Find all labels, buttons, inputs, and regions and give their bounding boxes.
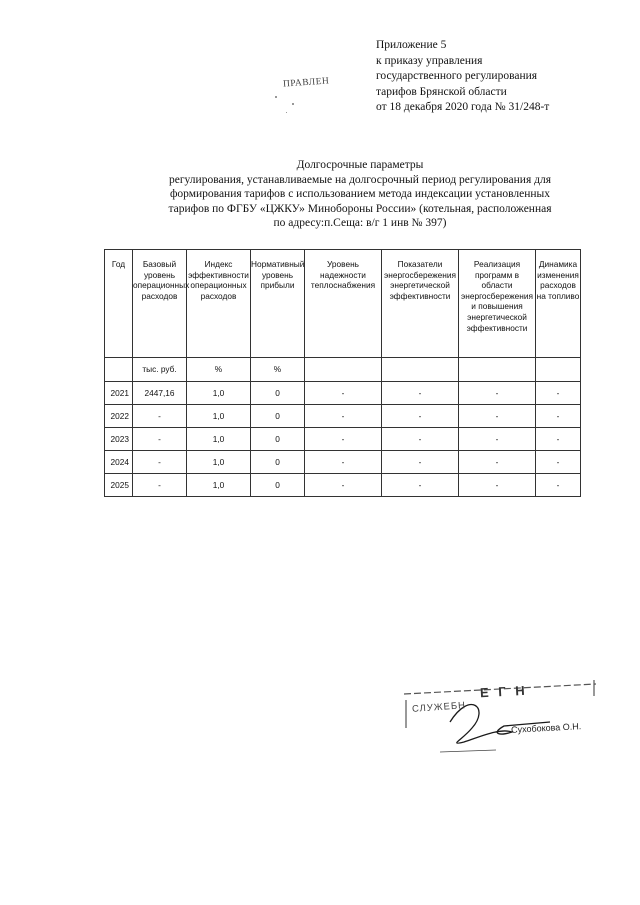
- table-row: [105, 405, 581, 428]
- faint-stamp-text: ПРАВЛЕН: [282, 76, 330, 90]
- table-row: [105, 451, 581, 474]
- table-cell: 2447,16: [133, 382, 187, 405]
- table-cell: -: [305, 474, 382, 497]
- title-line: формирования тарифов с использованием метода индексации установленных: [169, 188, 551, 200]
- table-cell: -: [382, 405, 459, 428]
- col-header-energy-saving: Показатели энергосбережения энергетической эффективности: [382, 250, 459, 358]
- table-row: [105, 382, 581, 405]
- title-line: регулирования, устанавливаемые на долгосрочный период регулирования для: [168, 173, 551, 186]
- table-cell: -: [133, 474, 187, 497]
- table-cell: 0: [251, 474, 305, 497]
- table-cell: -: [305, 382, 382, 405]
- year-cell: 2025: [105, 474, 133, 497]
- units-row: [105, 358, 581, 382]
- unit-cell: [305, 358, 382, 382]
- table-row: [105, 474, 581, 497]
- table-cell: -: [536, 382, 581, 405]
- table-cell: -: [536, 451, 581, 474]
- col-header-fuel-dynamics: Динамика изменения расходов на топливо: [536, 250, 581, 358]
- scan-speck: [275, 96, 277, 98]
- signature-underline: [440, 750, 496, 752]
- table-cell: 0: [251, 428, 305, 451]
- table-cell: 1,0: [187, 428, 251, 451]
- appendix-line: к приказу управления: [376, 54, 483, 67]
- title-line: Долгосрочные параметры: [296, 159, 424, 171]
- table-cell: -: [459, 428, 536, 451]
- table-cell: -: [382, 428, 459, 451]
- table-cell: -: [133, 451, 187, 474]
- table-cell: -: [133, 405, 187, 428]
- table-cell: -: [382, 382, 459, 405]
- table-cell: 1,0: [187, 451, 251, 474]
- table-cell: -: [459, 474, 536, 497]
- table-cell: 1,0: [187, 474, 251, 497]
- col-header-year: Год: [105, 250, 133, 358]
- document-title: [130, 158, 590, 231]
- table-cell: -: [305, 405, 382, 428]
- stamp-text: СЛУЖЕБН: [411, 700, 467, 715]
- unit-cell: [105, 358, 133, 382]
- table-cell: -: [459, 382, 536, 405]
- year-cell: 2024: [105, 451, 133, 474]
- title-line: по адресу:п.Сеща: в/г 1 инв № 397): [273, 217, 447, 229]
- appendix-line: государственного регулирования: [376, 70, 538, 82]
- col-header-programs: Реализация программ в области энергосбережения и повышения энергетической эффективности: [459, 250, 536, 358]
- appendix-line: от 18 декабря 2020 года № 31/248-т: [376, 101, 550, 113]
- signatory-name: Сухобокова О.Н.: [510, 721, 582, 735]
- table-cell: -: [536, 405, 581, 428]
- unit-cell: %: [187, 358, 251, 382]
- signature-block: [400, 670, 600, 780]
- table-cell: -: [305, 451, 382, 474]
- appendix-header: [376, 38, 626, 116]
- unit-cell: тыс. руб.: [133, 358, 187, 382]
- table-cell: -: [305, 428, 382, 451]
- unit-cell: [459, 358, 536, 382]
- appendix-line: тарифов Брянской области: [376, 85, 507, 98]
- table-cell: 0: [251, 451, 305, 474]
- year-cell: 2023: [105, 428, 133, 451]
- table-cell: -: [459, 451, 536, 474]
- scan-speck: [286, 112, 287, 113]
- scan-speck: [292, 103, 294, 105]
- col-header-base-opex: Базовый уровень операционных расходов: [133, 250, 187, 358]
- col-header-reliability: Уровень надежности теплоснабжения: [305, 250, 382, 358]
- table-cell: -: [382, 474, 459, 497]
- unit-cell: %: [251, 358, 305, 382]
- table-row: [105, 428, 581, 451]
- parameters-table: [104, 249, 581, 497]
- year-cell: 2021: [105, 382, 133, 405]
- unit-cell: [536, 358, 581, 382]
- title-line: тарифов по ФГБУ «ЦЖКУ» Минобороны России» (котельная, расположенная: [168, 202, 552, 215]
- col-header-profit-level: Нормативный уровень прибыли: [251, 250, 305, 358]
- table-cell: 0: [251, 382, 305, 405]
- table-cell: 0: [251, 405, 305, 428]
- table-cell: -: [459, 405, 536, 428]
- table-cell: -: [382, 451, 459, 474]
- year-cell: 2022: [105, 405, 133, 428]
- table-cell: 1,0: [187, 405, 251, 428]
- col-header-efficiency-index: Индекс эффективности операционных расходов: [187, 250, 251, 358]
- unit-cell: [382, 358, 459, 382]
- table-cell: -: [536, 428, 581, 451]
- header-row: [105, 250, 581, 358]
- table-cell: 1,0: [187, 382, 251, 405]
- appendix-line: Приложение 5: [376, 39, 447, 51]
- table-cell: -: [133, 428, 187, 451]
- stamp-text: Е Г Н: [479, 682, 529, 701]
- table-cell: -: [536, 474, 581, 497]
